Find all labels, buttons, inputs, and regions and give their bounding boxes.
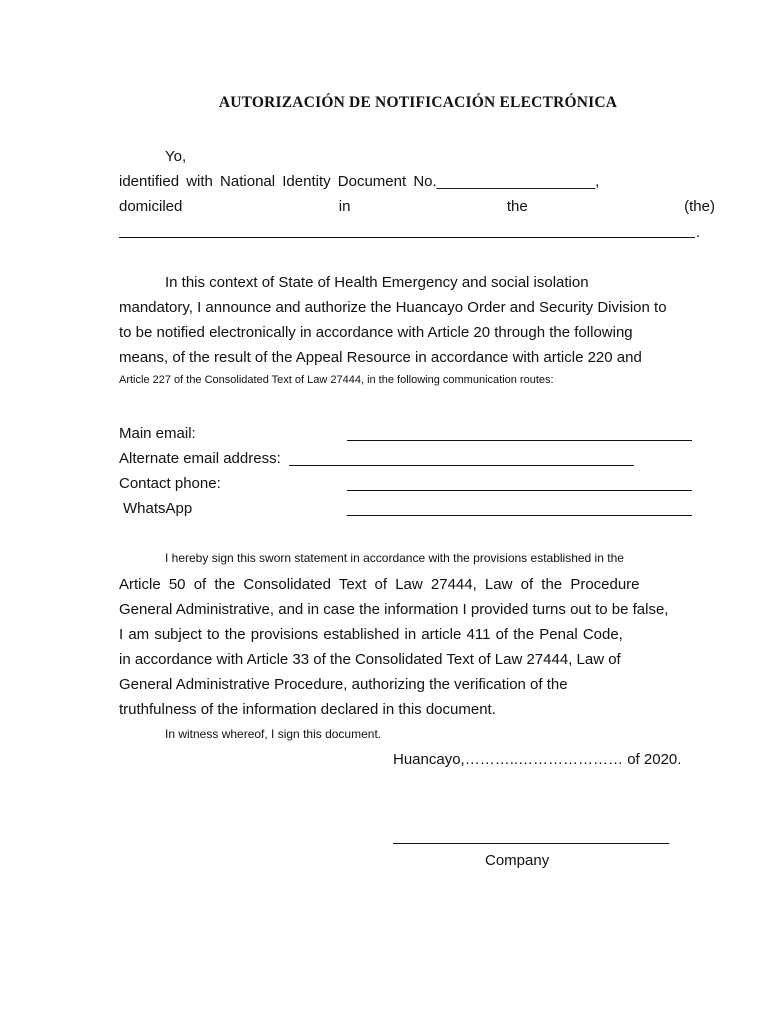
paragraph-line: I am subject to the provisions established in article 411 of the Penal Code, [119,626,623,643]
paragraph-line: General Administrative Procedure, authorizing the verification of the [119,676,568,693]
paragraph-line: truthfulness of the information declared in this document. [119,701,496,718]
alternate-email-field[interactable] [289,465,634,466]
whatsapp-field[interactable] [347,515,692,516]
witness-line: In witness whereof, I sign this document. [165,727,382,741]
domicile-word: the [506,198,528,215]
id-document-line: identified with National Identity Document No.___________________, [119,173,600,190]
document-title: AUTORIZACIÓN DE NOTIFICACIÓN ELECTRÓNICA [218,94,618,111]
whatsapp-label: WhatsApp [123,500,193,517]
paragraph-line: In this context of State of Health Emergency and social isolation [165,274,589,291]
paragraph-line: in accordance with Article 33 of the Consolidated Text of Law 27444, Law of [119,651,621,668]
paragraph-line: General Administrative, and in case the information I provided turns out to be false, [119,601,669,618]
contact-phone-field[interactable] [347,490,692,491]
domicile-word: (the) [684,198,715,215]
domicile-word: domiciled [119,198,183,215]
paragraph-line: Article 50 of the Consolidated Text of Law 27444, Law of the Procedure [119,576,640,593]
address-period: . [696,224,701,241]
signature-line[interactable] [393,843,669,844]
paragraph-line: Article 227 of the Consolidated Text of Law 27444, in the following communication routes: [119,374,554,386]
domicile-word: in [338,198,351,215]
yo-text: Yo, [165,148,187,165]
alternate-email-label: Alternate email address: [119,450,281,467]
signature-label: Company [485,852,550,869]
contact-phone-label: Contact phone: [119,475,221,492]
paragraph-line: mandatory, I announce and authorize the Huancayo Order and Security Division to [119,299,667,316]
domicile-line [119,198,715,215]
date-line: Huancayo,………..………………… of 2020. [393,751,682,768]
paragraph-line: to be notified electronically in accordance with Article 20 through the following [119,324,633,341]
main-email-label: Main email: [119,425,196,442]
paragraph-line: means, of the result of the Appeal Resource in accordance with article 220 and [119,349,642,366]
paragraph-line: I hereby sign this sworn statement in accordance with the provisions established in the [165,551,624,565]
address-blank-line [119,237,695,238]
main-email-field[interactable] [347,440,692,441]
